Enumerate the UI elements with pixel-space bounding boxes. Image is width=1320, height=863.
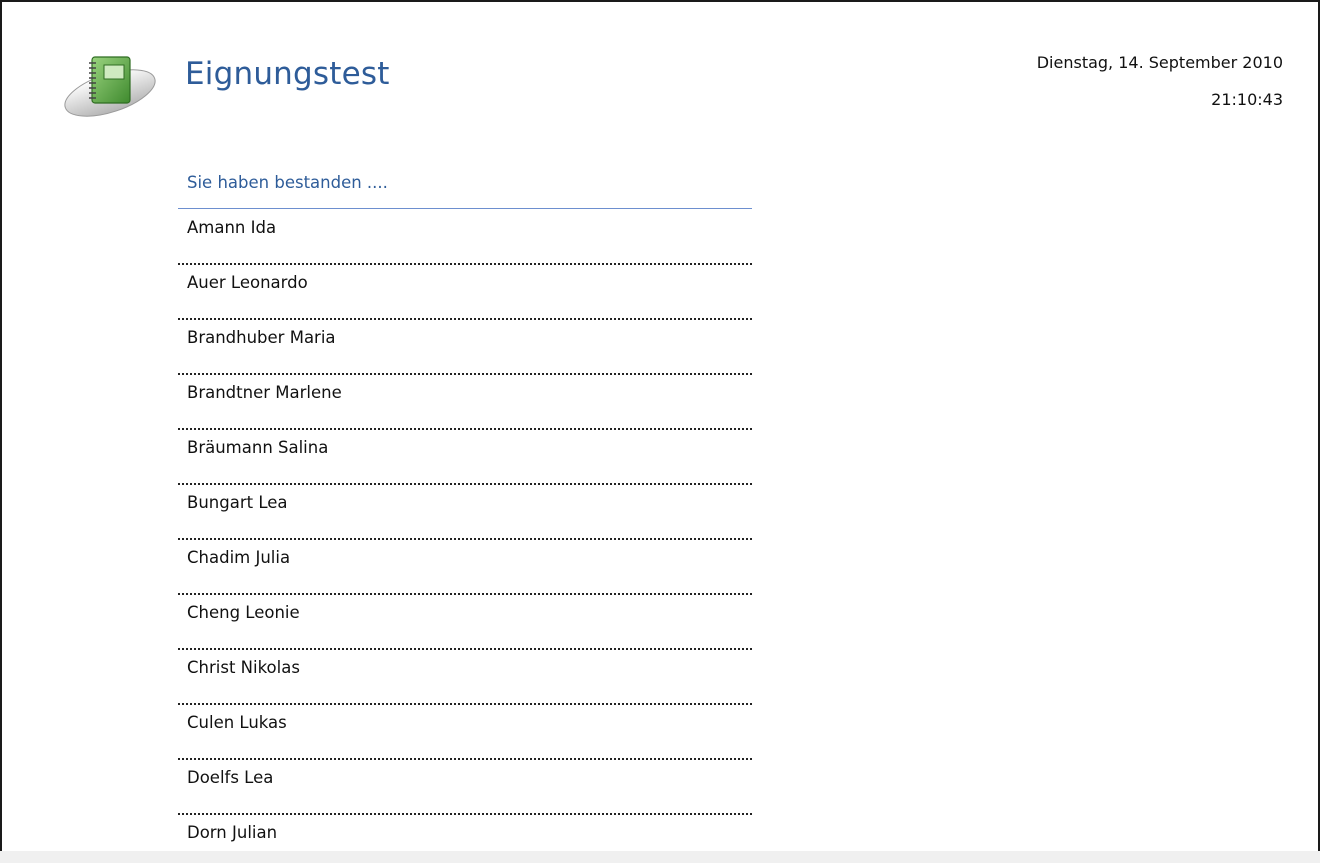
name-label: Culen Lukas <box>187 713 287 732</box>
name-label: Dorn Julian <box>187 823 278 842</box>
list-item <box>178 815 752 851</box>
header-divider <box>178 208 752 209</box>
name-label: Christ Nikolas <box>187 658 300 677</box>
list-item <box>178 210 752 265</box>
list-item <box>178 265 752 320</box>
list-item <box>178 650 752 705</box>
name-label: Chadim Julia <box>187 548 291 567</box>
list-item <box>178 705 752 760</box>
window-bottom-strip <box>0 851 1320 863</box>
list-item <box>178 760 752 815</box>
section-header: Sie haben bestanden .... <box>187 173 388 192</box>
report-date: Dienstag, 14. September 2010 <box>1036 53 1283 72</box>
name-label: Amann Ida <box>187 218 277 237</box>
name-label: Brandtner Marlene <box>187 383 342 402</box>
name-label: Auer Leonardo <box>187 273 308 292</box>
list-item <box>178 540 752 595</box>
report-title: Eignungstest <box>185 56 390 92</box>
name-label: Bräumann Salina <box>187 438 329 457</box>
name-label: Cheng Leonie <box>187 603 300 622</box>
list-item <box>178 595 752 650</box>
notebook-icon <box>62 47 162 117</box>
passed-names-list <box>178 210 752 851</box>
name-label: Bungart Lea <box>187 493 288 512</box>
name-label: Doelfs Lea <box>187 768 274 787</box>
report-time: 21:10:43 <box>1211 90 1283 109</box>
list-item <box>178 485 752 540</box>
list-item <box>178 430 752 485</box>
list-item <box>178 375 752 430</box>
name-label: Brandhuber Maria <box>187 328 336 347</box>
list-item <box>178 320 752 375</box>
